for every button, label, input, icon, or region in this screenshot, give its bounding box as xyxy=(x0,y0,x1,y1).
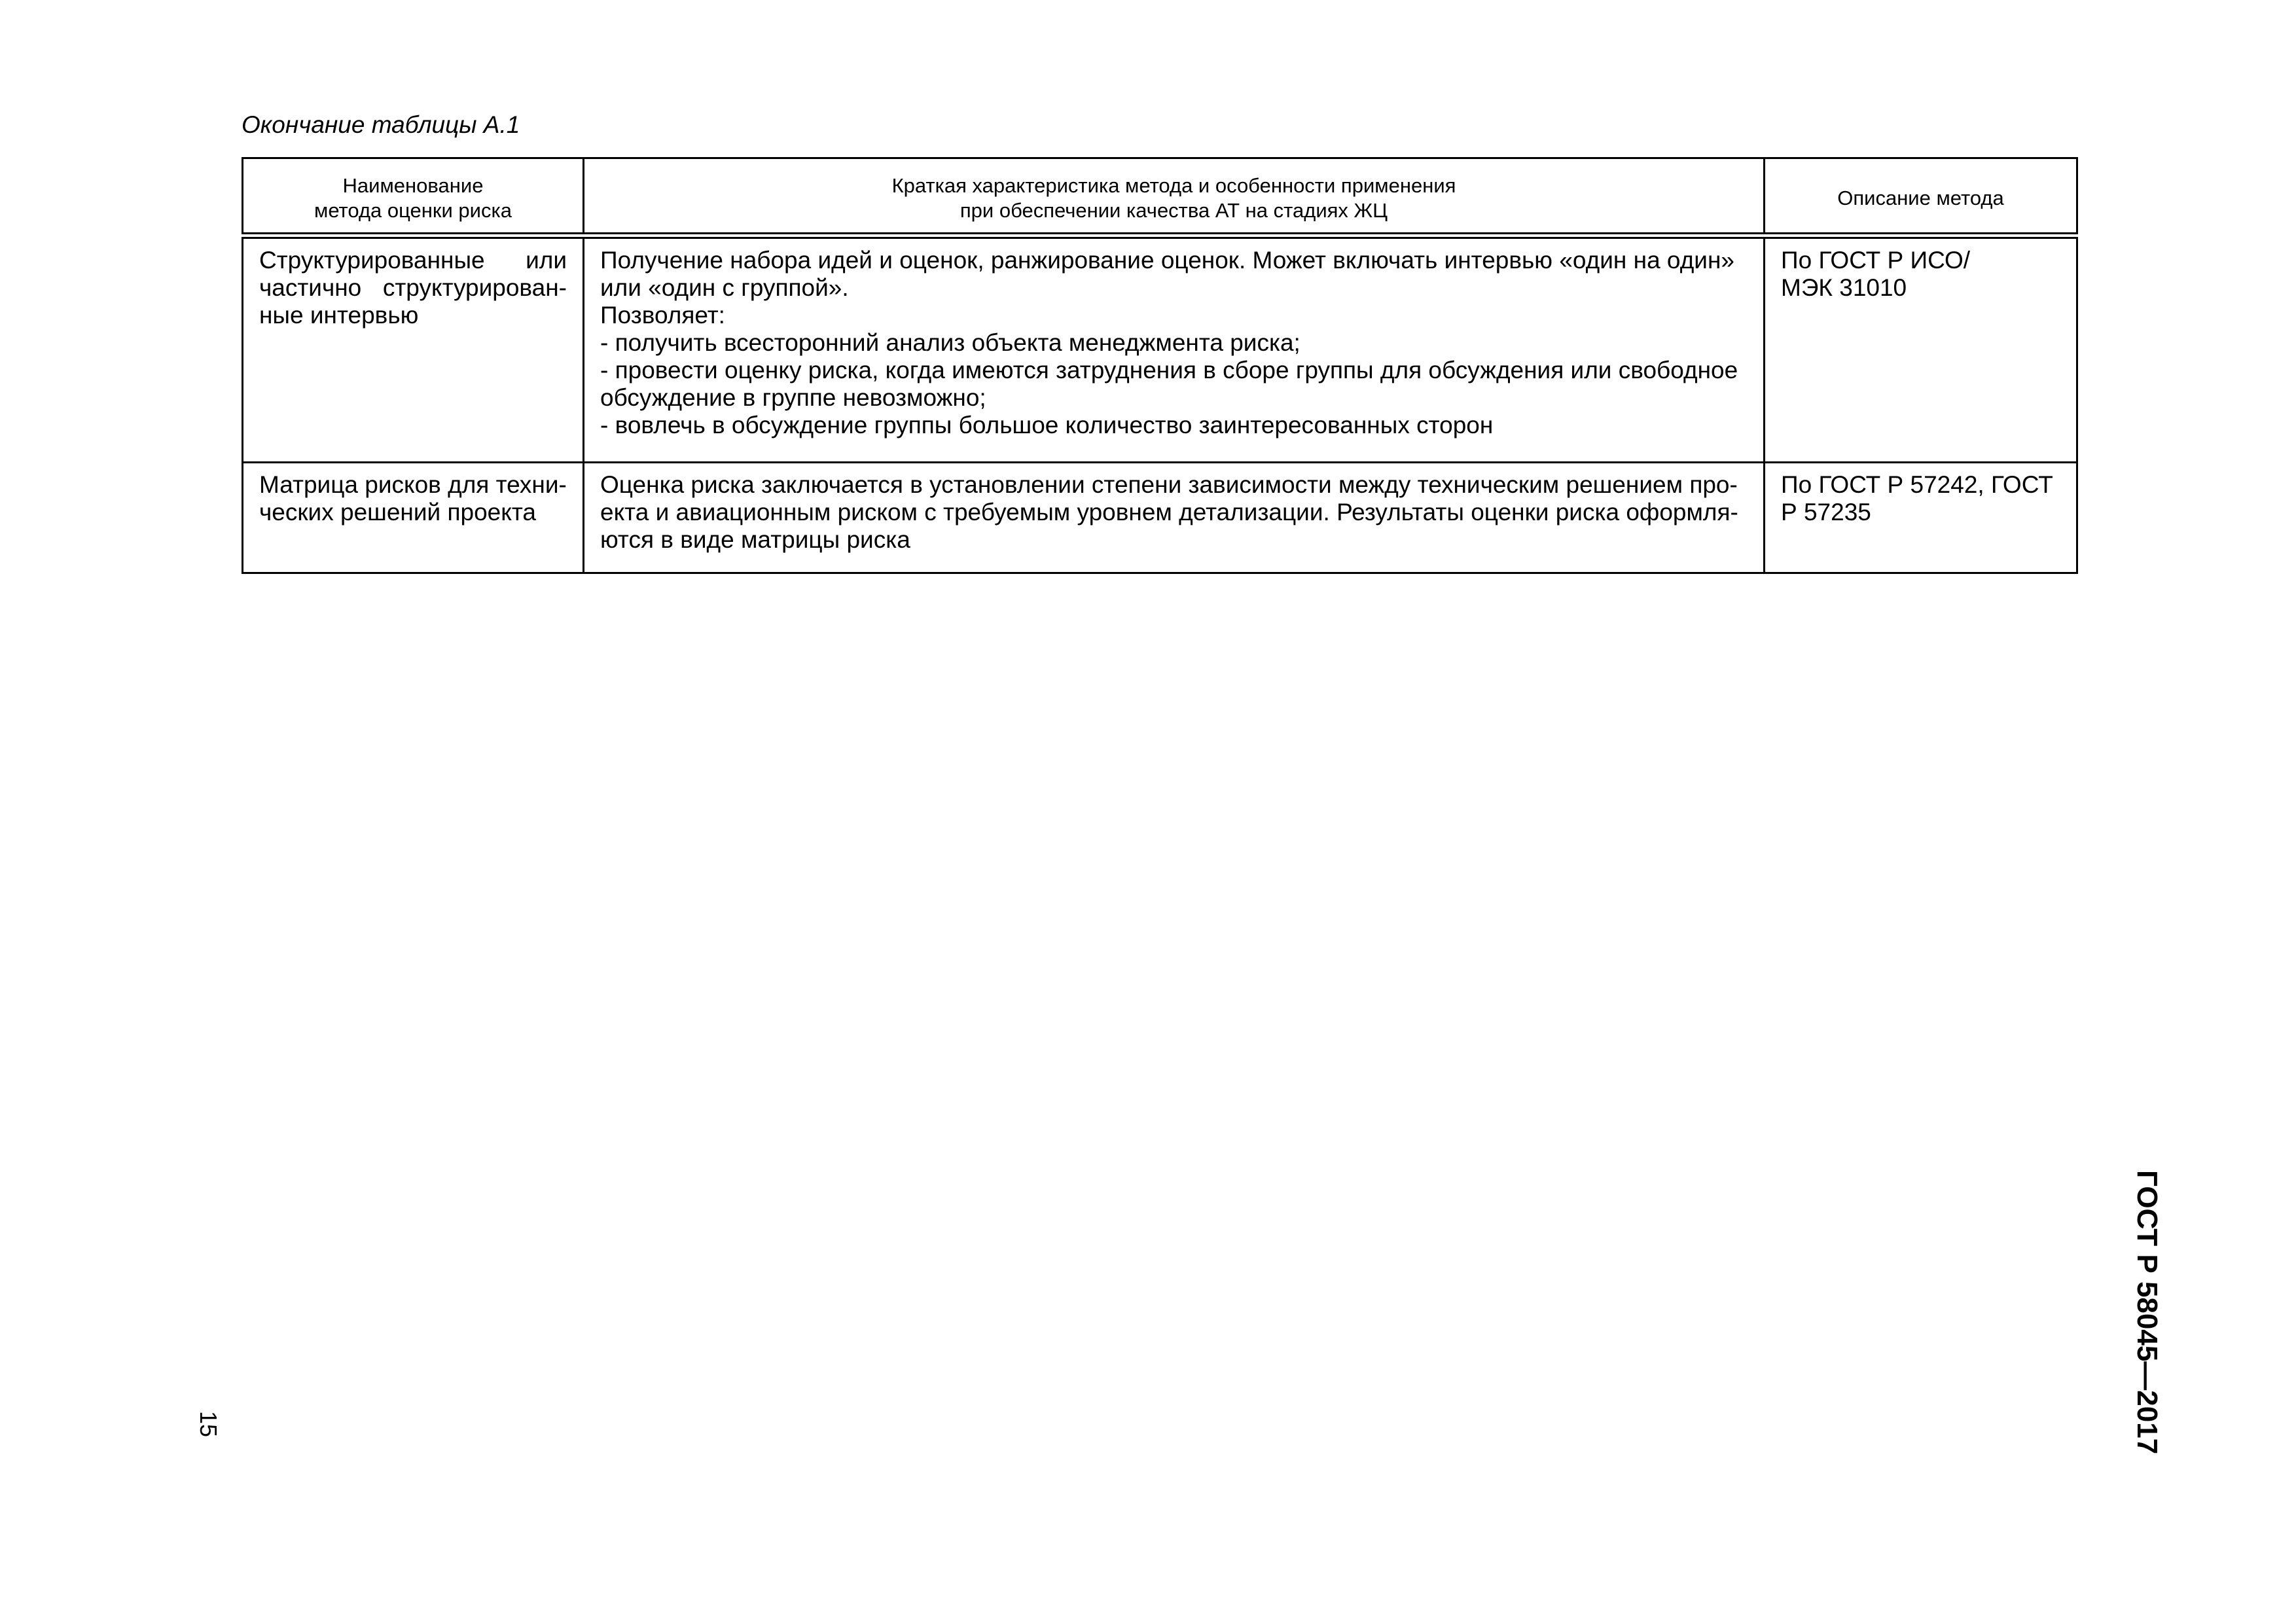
cell-line: ются в виде матрицы риска xyxy=(600,526,910,553)
cell-line: Позволяет: xyxy=(600,302,725,329)
cell-method-reference xyxy=(1765,463,2077,573)
document-standard-title: ГОСТ Р 58045—2017 xyxy=(2131,1170,2163,1455)
header-method-name xyxy=(243,158,584,236)
header-line: метода оценки риска xyxy=(314,199,512,222)
cell-line: или «один с группой». xyxy=(600,274,849,301)
table-row xyxy=(243,463,2077,573)
header-method-description xyxy=(1765,158,2077,236)
table-row xyxy=(243,236,2077,463)
header-line: Краткая характеристика метода и особенности применения xyxy=(891,174,1456,197)
cell-line: Структурированные или xyxy=(259,247,567,274)
cell-line: Р 57235 xyxy=(1781,499,1871,526)
cell-line: обсуждение в группе невозможно; xyxy=(600,384,986,411)
header-line: при обеспечении качества АТ на стадиях ЖЦ xyxy=(960,199,1388,222)
cell-line: ческих решений проекта xyxy=(259,499,536,526)
header-line: Описание метода xyxy=(1837,187,2004,209)
header-method-characteristic xyxy=(584,158,1765,236)
header-line: Наименование xyxy=(342,174,484,197)
cell-line: екта и авиационным риском с требуемым уровнем детализации. Результаты оценки риска оформля- xyxy=(600,499,1738,526)
cell-line: МЭК 31010 xyxy=(1781,274,1907,301)
cell-method-name xyxy=(243,463,584,573)
cell-method-name xyxy=(243,236,584,463)
cell-line: частично структурирован- xyxy=(259,274,567,301)
cell-line: ные интервью xyxy=(259,302,419,329)
cell-line: - получить всесторонний анализ объекта менеджмента риска; xyxy=(600,329,1300,356)
cell-line: - вовлечь в обсуждение группы большое количество заинтересованных сторон xyxy=(600,412,1494,438)
cell-method-reference xyxy=(1765,236,2077,463)
page-number: 15 xyxy=(195,1411,222,1438)
cell-line: - провести оценку риска, когда имеются затруднения в сборе группы для обсуждения или свободное xyxy=(600,357,1738,383)
cell-line: По ГОСТ Р 57242, ГОСТ xyxy=(1781,471,2053,498)
cell-line: По ГОСТ Р ИСО/ xyxy=(1781,247,1971,274)
cell-line: Получение набора идей и оценок, ранжирование оценок. Может включать интервью «один на один» xyxy=(600,247,1734,274)
cell-method-characteristic xyxy=(584,236,1765,463)
methods-table xyxy=(242,157,2078,574)
cell-line: Оценка риска заключается в установлении степени зависимости между техническим решением про- xyxy=(600,471,1738,498)
table-header-row xyxy=(243,158,2077,236)
table-caption: Окончание таблицы А.1 xyxy=(242,111,520,138)
cell-method-characteristic xyxy=(584,463,1765,573)
cell-line: Матрица рисков для техни- xyxy=(259,471,567,498)
